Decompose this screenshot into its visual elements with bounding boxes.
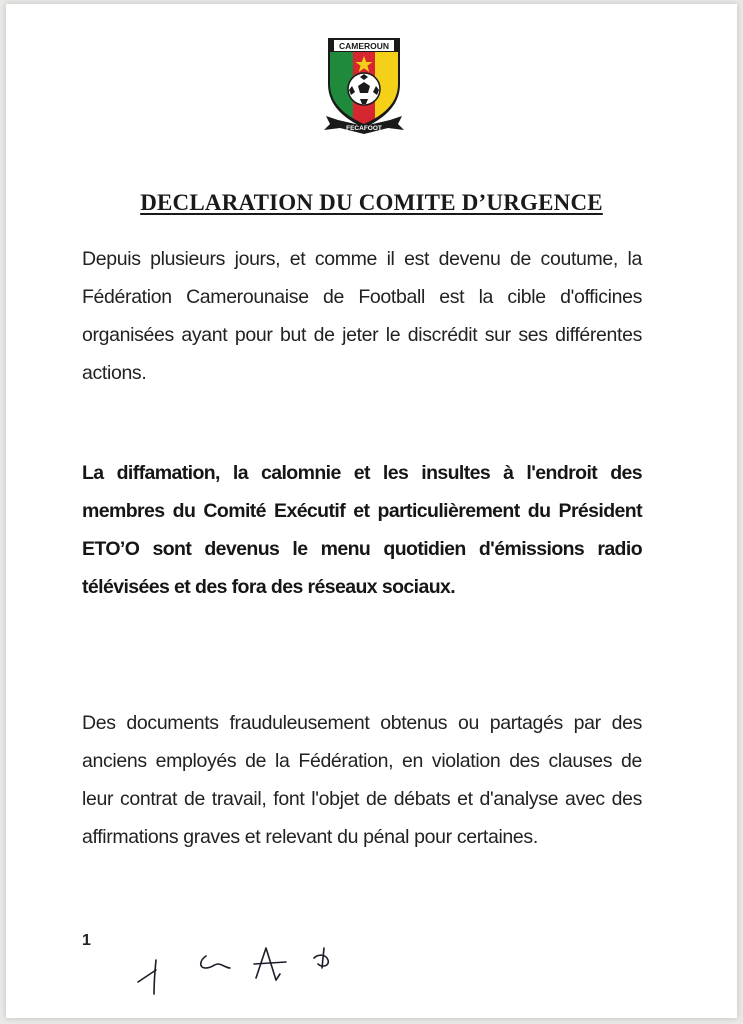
document-page: [6, 4, 737, 1018]
svg-text:CAMEROUN: CAMEROUN: [338, 41, 390, 51]
fecafoot-logo: [320, 34, 408, 134]
paragraph-documents: Des documents frauduleusement obtenus ou partagés par des anciens employés de la Fédération, en violation des clauses de leur contrat de travail, font l'objet de débats et d'analyse avec des affirmations graves et relevant du pénal pour certaines.: [82, 712, 642, 848]
handwritten-initials: [126, 934, 366, 1004]
declaration-title-text: DECLARATION DU COMITE D’URGENCE: [140, 190, 603, 215]
page-number: 1: [82, 932, 91, 949]
declaration-title: [6, 190, 737, 216]
svg-text:FECAFOOT: FECAFOOT: [346, 125, 382, 132]
paragraph-intro: Depuis plusieurs jours, et comme il est devenu de coutume, la Fédération Camerounaise de Football est la cible d'officines organisées ayant pour but de jeter le discrédit sur ses différentes actions.: [82, 248, 642, 384]
paragraph-defamation: La diffamation, la calomnie et les insultes à l'endroit des membres du Comité Exécutif et particulièrement du Président ETO’O sont devenus le menu quotidien d'émissions radio télévisées et des fora des réseaux sociaux.: [82, 462, 642, 598]
